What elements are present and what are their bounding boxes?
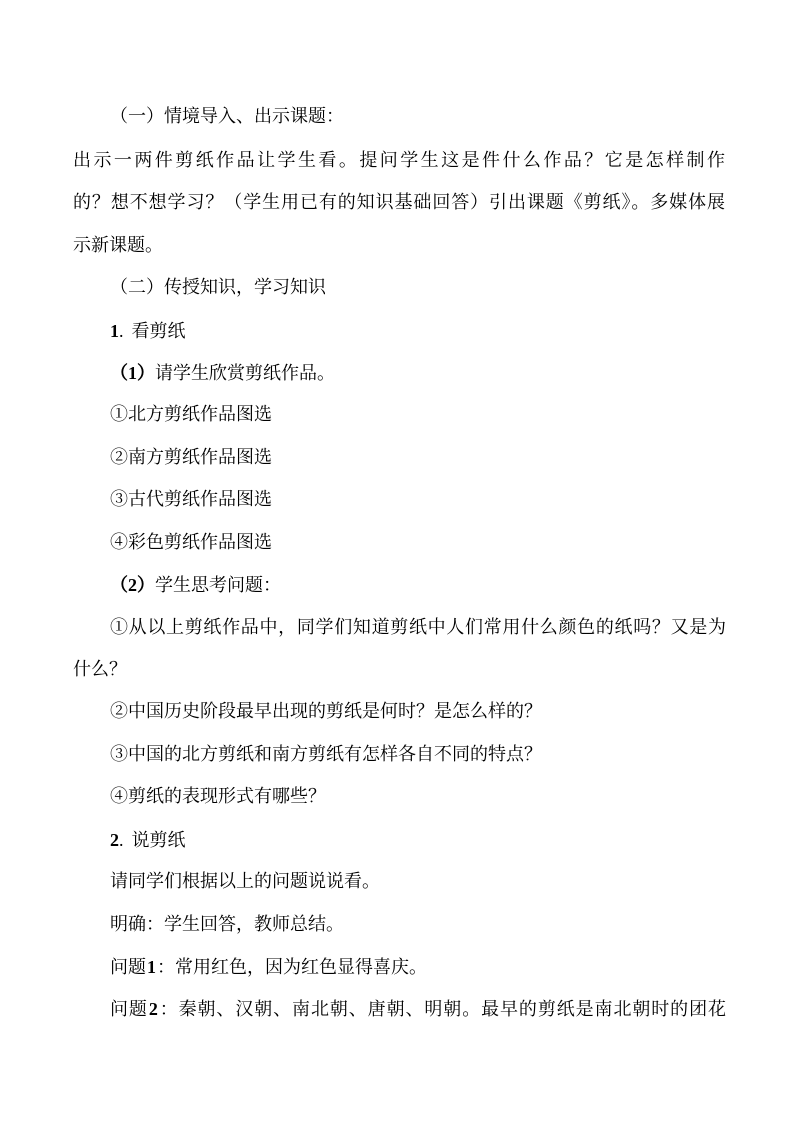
answer-1-text: ：常用红色，因为红色显得喜庆。: [157, 957, 427, 978]
section1-heading: （一）情境导入、出示课题：: [110, 106, 344, 127]
question-1-line-2: 什么？: [73, 659, 127, 680]
section1-para-line-1: 出示一两件剪纸作品让学生看。提问学生这是件什么作品？它是怎样制作: [73, 150, 725, 171]
question-3: ③中国的北方剪纸和南方剪纸有怎样各自不同的特点？: [110, 744, 542, 765]
section2-heading: （二）传授知识，学习知识: [110, 277, 326, 298]
work-item-1: ①北方剪纸作品图选: [110, 404, 272, 425]
work-item-2: ②南方剪纸作品图选: [110, 447, 272, 468]
answer-1: [110, 955, 427, 980]
answer-2-text: ：秦朝、汉朝、南北朝、唐朝、明朝。最早的剪纸是南北朝时的团花: [158, 999, 726, 1020]
item2-separator: .: [119, 830, 124, 850]
sub2-heading: [110, 573, 281, 598]
question-2: ②中国历史阶段最早出现的剪纸是何时？是怎么样的？: [110, 701, 542, 722]
answer-2-label: 问题: [110, 999, 148, 1020]
section1-para-line-3: 示新课题。: [73, 235, 163, 256]
item1-heading: [110, 319, 186, 344]
question-4: ④剪纸的表现形式有哪些？: [110, 786, 326, 807]
question-1-line-1: ①从以上剪纸作品中，同学们知道剪纸中人们常用什么颜色的纸吗？又是为: [110, 617, 726, 638]
sub2-text: 学生思考问题：: [155, 575, 281, 596]
section1-para-line-2: 的？想不想学习？（学生用已有的知识基础回答）引出课题《剪纸》。多媒体展: [73, 192, 725, 213]
item1-number: 1: [110, 321, 119, 341]
item2-prompt: 请同学们根据以上的问题说说看。: [110, 871, 380, 892]
sub1-text: 请学生欣赏剪纸作品。: [155, 363, 335, 384]
answer-2: [110, 997, 726, 1022]
sub1-heading: [110, 361, 335, 386]
work-item-3: ③古代剪纸作品图选: [110, 489, 272, 510]
item2-title: 说剪纸: [131, 830, 186, 851]
sub1-number: （1）: [110, 363, 155, 383]
answer-1-number: 1: [147, 957, 156, 977]
answer-2-number: 2: [148, 999, 158, 1019]
item2-number: 2: [110, 830, 119, 850]
item1-separator: .: [119, 321, 124, 341]
item1-title: 看剪纸: [131, 321, 186, 342]
sub2-number: （2）: [110, 575, 155, 595]
work-item-4: ④彩色剪纸作品图选: [110, 532, 272, 553]
clarify-line: 明确：学生回答，教师总结。: [110, 914, 344, 935]
answer-1-label: 问题: [110, 957, 146, 978]
item2-heading: [110, 828, 186, 853]
